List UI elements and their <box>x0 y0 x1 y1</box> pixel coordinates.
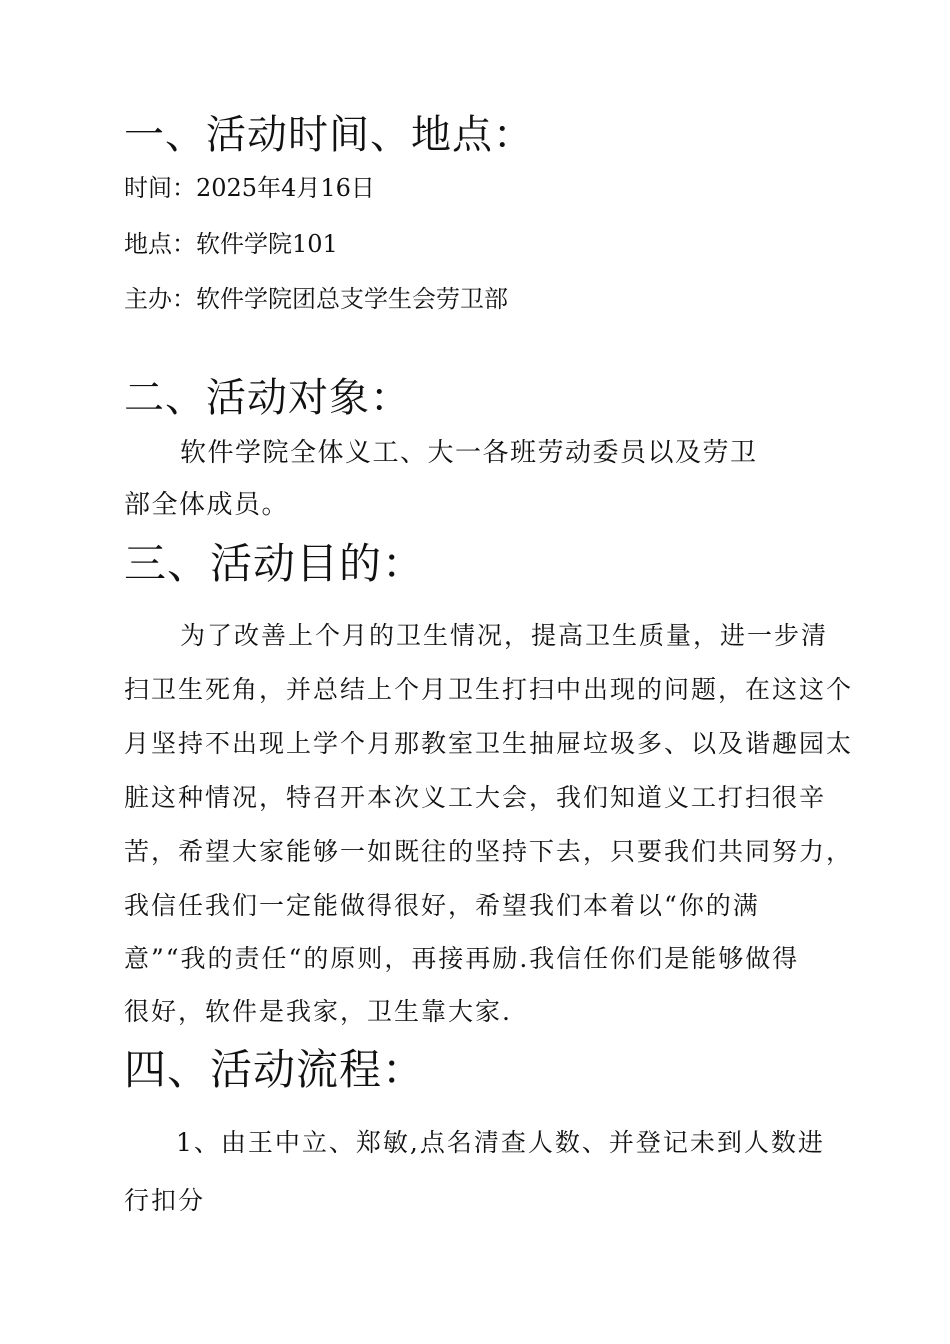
section-3-line-3: 月坚持不出现上学个月那教室卫生抽屉垃圾多、以及谐趣园太 <box>124 729 854 758</box>
event-time: 时间：2025年4月16日 <box>124 174 375 202</box>
section-2-heading: 二、活动对象： <box>124 375 411 421</box>
section-3-line-6: 我信任我们一定能做得很好，希望我们本着以“你的满 <box>124 891 760 920</box>
section-3-line-5: 苦，希望大家能够一如既往的坚持下去，只要我们共同努力， <box>124 837 854 866</box>
section-3-line-1: 为了改善上个月的卫生情况，提高卫生质量，进一步清 <box>180 621 829 650</box>
section-3-heading: 三、活动目的： <box>124 539 426 588</box>
section-3-line-2: 扫卫生死角，并总结上个月卫生打扫中出现的问题，在这这个 <box>124 675 854 704</box>
section-3-line-4: 脏这种情况，特召开本次义工大会，我们知道义工打扫很辛 <box>124 783 827 812</box>
section-2-line-1: 软件学院全体义工、大一各班劳动委员以及劳卫 <box>180 438 758 468</box>
section-4-line-1: 1、由王中立、郑敏,点名清查人数、并登记未到人数进 <box>176 1128 825 1157</box>
section-1-heading: 一、活动时间、地点： <box>124 112 534 158</box>
section-3-line-7: 意”“我的责任“的原则，再接再励.我信任你们是能够做得 <box>124 944 800 973</box>
event-place: 地点：软件学院101 <box>124 230 338 258</box>
section-4-line-2: 行扣分 <box>124 1186 206 1215</box>
section-4-heading: 四、活动流程： <box>124 1045 426 1094</box>
section-2-line-2: 部全体成员。 <box>124 490 290 520</box>
section-3-line-8: 很好，软件是我家，卫生靠大家. <box>124 997 512 1026</box>
event-host: 主办：软件学院团总支学生会劳卫部 <box>124 285 508 313</box>
